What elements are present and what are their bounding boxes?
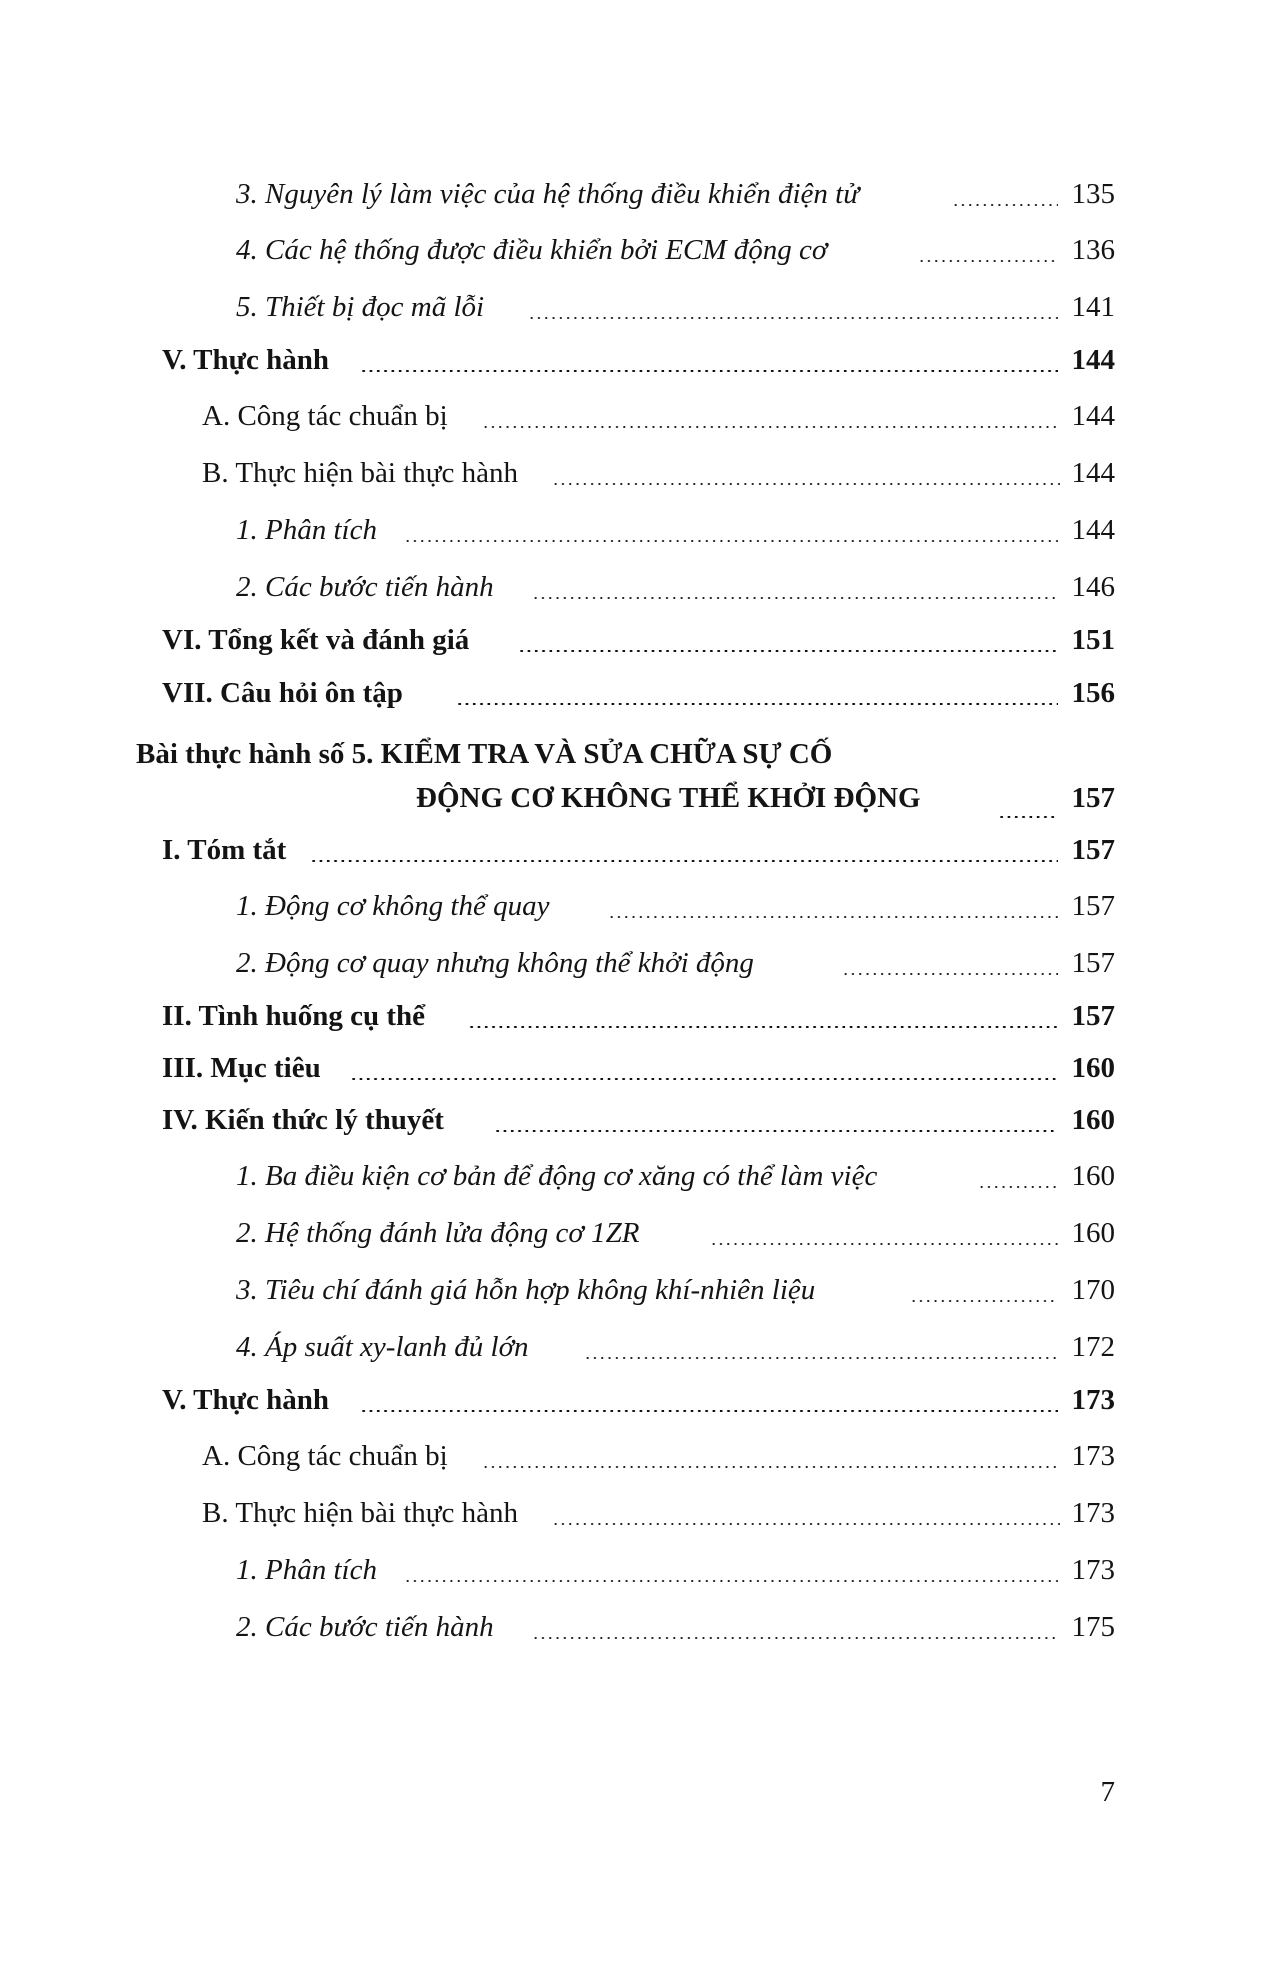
toc-entry[interactable] (0, 1599, 1284, 1655)
toc-entry-page: 160 (1071, 1052, 1115, 1084)
toc-entry-title: 1. Phân tích (236, 514, 377, 546)
toc-leader-dots (528, 317, 1058, 319)
toc-entry-title: III. Mục tiêu (162, 1052, 321, 1084)
toc-entry-title: 2. Động cơ quay nhưng không thể khởi động (236, 947, 754, 979)
toc-leader-dots (494, 1130, 1058, 1133)
toc-entry[interactable] (0, 822, 1284, 878)
toc-entry-title: V. Thực hành (162, 1384, 330, 1416)
toc-entry-title: 1. Động cơ không thể quay (236, 890, 550, 922)
toc-entry-page: 144 (1071, 457, 1115, 489)
toc-entry[interactable] (0, 445, 1284, 501)
toc-leader-dots (360, 370, 1058, 373)
toc-entry[interactable] (0, 935, 1284, 991)
toc-entry-page: 172 (1071, 1331, 1115, 1363)
toc-entry-title: B. Thực hiện bài thực hành (202, 457, 518, 489)
toc-entry-page: 173 (1071, 1440, 1115, 1472)
toc-entry-title: 1. Phân tích (236, 1554, 377, 1586)
toc-leader-dots (998, 816, 1058, 819)
toc-entry[interactable] (0, 1148, 1284, 1204)
toc-leader-dots (842, 973, 1058, 975)
toc-leader-dots (710, 1243, 1058, 1245)
chapter-page: 157 (1071, 782, 1115, 814)
toc-leader-dots (404, 1580, 1058, 1582)
toc-leader-dots (584, 1357, 1058, 1359)
toc-entry[interactable] (0, 612, 1284, 668)
toc-leader-dots (532, 1637, 1058, 1639)
toc-leader-dots (552, 483, 1060, 485)
toc-entry-page: 160 (1071, 1160, 1115, 1192)
toc-entry-page: 146 (1071, 571, 1115, 603)
toc-entry-page: 175 (1071, 1611, 1115, 1643)
toc-entry-title: 3. Tiêu chí đánh giá hỗn hợp không khí-nhiên liệu (236, 1274, 816, 1306)
toc-entry-title: 5. Thiết bị đọc mã lỗi (236, 291, 485, 323)
toc-entry-page: 157 (1071, 834, 1115, 866)
toc-entry[interactable] (0, 332, 1284, 388)
toc-entry[interactable] (0, 502, 1284, 558)
toc-entry-title: A. Công tác chuẩn bị (202, 1440, 448, 1472)
toc-entry-page: 157 (1071, 890, 1115, 922)
toc-leader-dots (404, 540, 1058, 542)
toc-entry-page: 170 (1071, 1274, 1115, 1306)
toc-entry[interactable] (0, 665, 1284, 721)
toc-entry-page: 173 (1071, 1497, 1115, 1529)
toc-entry[interactable] (0, 388, 1284, 444)
toc-leader-dots (918, 260, 1058, 262)
toc-entry-title: VI. Tổng kết và đánh giá (162, 624, 470, 656)
toc-entry-page: 144 (1071, 344, 1115, 376)
toc-entry-title: 2. Các bước tiến hành (236, 1611, 494, 1643)
toc-entry[interactable] (0, 878, 1284, 934)
chapter-title-line1: Bài thực hành số 5. KIỂM TRA VÀ SỬA CHỮA SỰ CỐ (136, 738, 833, 770)
toc-entry-title: IV. Kiến thức lý thuyết (162, 1104, 444, 1136)
toc-entry-page: 160 (1071, 1217, 1115, 1249)
page-number: 7 (1100, 1776, 1115, 1808)
toc-leader-dots (518, 650, 1058, 653)
toc-entry[interactable] (0, 279, 1284, 335)
toc-entry-title: A. Công tác chuẩn bị (202, 400, 448, 432)
toc-entry-page: 157 (1071, 947, 1115, 979)
toc-entry-title: 1. Ba điều kiện cơ bản để động cơ xăng có thể làm việc (236, 1160, 878, 1192)
toc-leader-dots (482, 1466, 1060, 1468)
toc-entry-title: B. Thực hiện bài thực hành (202, 1497, 518, 1529)
chapter-title-line2: ĐỘNG CƠ KHÔNG THỂ KHỞI ĐỘNG (416, 782, 921, 814)
toc-leader-dots (608, 916, 1058, 918)
toc-entry-page: 173 (1071, 1384, 1115, 1416)
toc-leader-dots (456, 703, 1058, 706)
toc-entry-page: 151 (1071, 624, 1115, 656)
toc-leader-dots (532, 597, 1058, 599)
toc-entry[interactable] (0, 1205, 1284, 1261)
toc-entry-title: II. Tình huống cụ thể (162, 1000, 425, 1032)
toc-entry-page: 160 (1071, 1104, 1115, 1136)
toc-entry-title: 2. Hệ thống đánh lửa động cơ 1ZR (236, 1217, 640, 1249)
toc-entry[interactable] (0, 1092, 1284, 1148)
toc-entry[interactable] (0, 988, 1284, 1044)
toc-leader-dots (310, 860, 1058, 863)
toc-entry-page: 136 (1071, 234, 1115, 266)
toc-entry[interactable] (0, 1262, 1284, 1318)
toc-entry-page: 144 (1071, 400, 1115, 432)
toc-entry-title: VII. Câu hỏi ôn tập (162, 677, 403, 709)
toc-leader-dots (482, 426, 1060, 428)
toc-leader-dots (910, 1300, 1058, 1302)
toc-entry-title: 3. Nguyên lý làm việc của hệ thống điều khiển điện tử (236, 178, 860, 210)
toc-entry-page: 173 (1071, 1554, 1115, 1586)
toc-entry[interactable] (0, 1542, 1284, 1598)
toc-entry-title: I. Tóm tắt (162, 834, 287, 866)
toc-entry-title: V. Thực hành (162, 344, 330, 376)
toc-entry[interactable] (0, 1319, 1284, 1375)
toc-entry-page: 135 (1071, 178, 1115, 210)
toc-entry[interactable] (0, 166, 1284, 222)
toc-leader-dots (952, 204, 1058, 206)
toc-entry-title: 4. Các hệ thống được điều khiển bởi ECM động cơ (236, 234, 828, 266)
toc-entry[interactable] (0, 559, 1284, 615)
toc-leader-dots (552, 1523, 1060, 1525)
toc-entry[interactable] (0, 222, 1284, 278)
toc-leader-dots (468, 1026, 1058, 1029)
toc-entry-page: 141 (1071, 291, 1115, 323)
toc-entry-page: 156 (1071, 677, 1115, 709)
toc-entry[interactable] (0, 1040, 1284, 1096)
toc-entry-page: 157 (1071, 1000, 1115, 1032)
toc-entry-title: 4. Áp suất xy-lanh đủ lớn (236, 1331, 529, 1363)
toc-leader-dots (350, 1078, 1058, 1081)
toc-entry[interactable] (0, 1485, 1284, 1541)
toc-entry-title: 2. Các bước tiến hành (236, 571, 494, 603)
toc-leader-dots (360, 1410, 1058, 1413)
toc-entry[interactable] (0, 1372, 1284, 1428)
toc-entry-page: 144 (1071, 514, 1115, 546)
toc-entry[interactable] (0, 1428, 1284, 1484)
toc-leader-dots (978, 1186, 1058, 1188)
